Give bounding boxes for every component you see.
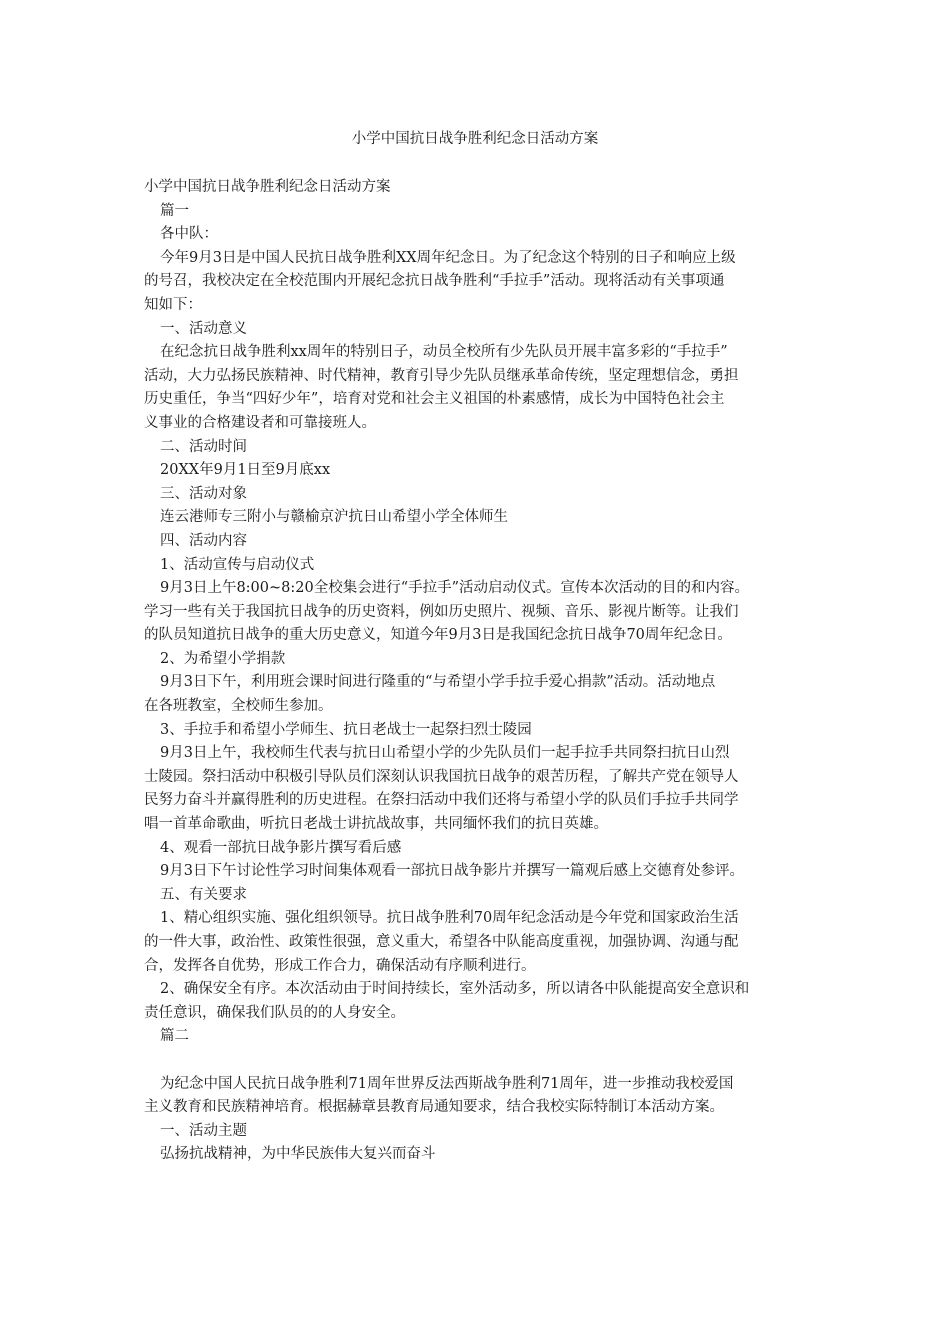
document-body	[144, 176, 816, 1167]
text-line: 2、为希望小学捐款	[160, 650, 286, 667]
document-title: 小学中国抗日战争胜利纪念日活动方案	[351, 131, 599, 147]
text-line: 义事业的合格建设者和可靠接班人。	[144, 414, 376, 431]
text-line: 今年9月3日是中国人民抗日战争胜利XX周年纪念日。为了纪念这个特别的日子和响应上级	[160, 249, 736, 266]
text-line: 1、活动宣传与启动仪式	[160, 556, 315, 573]
text-line: 合，发挥各自优势，形成工作合力，确保活动有序顺利进行。	[144, 957, 536, 974]
text-line: 9月3日上午，我校师生代表与抗日山希望小学的少先队员们一起手拉手共同祭扫抗日山烈	[160, 745, 730, 762]
text-line: 在各班教室，全校师生参加。	[144, 698, 333, 715]
text-line: 士陵园。祭扫活动中积极引导队员们深刻认识我国抗日战争的艰苦历程，了解共产党在领导人	[144, 768, 739, 785]
text-line: 的一件大事，政治性、政策性很强，意义重大，希望各中队能高度重视，加强协调、沟通与配	[144, 934, 739, 950]
text-line: 4、观看一部抗日战争影片撰写看后感	[160, 839, 402, 856]
text-line: 1、精心组织实施、强化组织领导。抗日战争胜利70周年纪念活动是今年党和国家政治生活	[160, 910, 739, 927]
text-line: 的号召，我校决定在全校范围内开展纪念抗日战争胜利“手拉手”活动。现将活动有关事项通	[144, 273, 725, 290]
text-line: 小学中国抗日战争胜利纪念日活动方案	[144, 179, 391, 195]
text-line: 20XX年9月1日至9月底xx	[160, 462, 331, 479]
text-line: 篇一	[160, 202, 189, 219]
blank-line	[144, 1049, 816, 1073]
text-line: 责任意识，确保我们队员的的人身安全。	[144, 1004, 405, 1021]
text-line: 弘扬抗战精神，为中华民族伟大复兴而奋斗	[160, 1146, 436, 1163]
text-line: 9月3日下午，利用班会课时间进行隆重的“与希望小学手拉手爱心捐款”活动。活动地点	[160, 674, 716, 691]
text-line: 知如下：	[144, 296, 202, 313]
text-line: 为纪念中国人民抗日战争胜利71周年世界反法西斯战争胜利71周年，进一步推动我校爱国	[160, 1075, 734, 1092]
text-line: 各中队：	[160, 226, 218, 243]
text-line: 二、活动时间	[160, 438, 247, 455]
text-line: 一、活动意义	[160, 320, 247, 337]
text-line: 在纪念抗日战争胜利xx周年的特别日子，动员全校所有少先队员开展丰富多彩的“手拉手”	[160, 344, 728, 361]
text-line: 9月3日下午讨论性学习时间集体观看一部抗日战争影片并撰写一篇观后感上交德育处参评。	[160, 863, 744, 880]
text-line: 一、活动主题	[160, 1122, 247, 1139]
text-line: 三、活动对象	[160, 485, 247, 502]
text-line: 篇二	[160, 1028, 189, 1045]
text-line: 2、确保安全有序。本次活动由于时间持续长，室外活动多，所以请各中队能提高安全意识和	[160, 981, 750, 998]
text-line: 活动，大力弘扬民族精神、时代精神，教育引导少先队员继承革命传统，坚定理想信念，勇担	[144, 367, 739, 384]
text-line: 四、活动内容	[160, 532, 247, 549]
text-line: 3、手拉手和希望小学师生、抗日老战士一起祭扫烈士陵园	[160, 721, 532, 738]
text-line: 的队员知道抗日战争的重大历史意义，知道今年9月3日是我国纪念抗日战争70周年纪念日。	[144, 627, 732, 644]
text-line: 主义教育和民族精神培育。根据赫章县教育局通知要求，结合我校实际特制订本活动方案。	[144, 1099, 724, 1116]
text-line: 连云港师专三附小与赣榆京沪抗日山希望小学全体师生	[160, 509, 508, 526]
text-line: 历史重任，争当“四好少年”，培育对党和社会主义祖国的朴素感情，成长为中国特色社会主	[144, 391, 725, 408]
text-line: 唱一首革命歌曲，听抗日老战士讲抗战故事，共同缅怀我们的抗日英雄。	[144, 816, 608, 833]
text-line: 五、有关要求	[160, 886, 247, 903]
text-line: 民努力奋斗并赢得胜利的历史进程。在祭扫活动中我们还将与希望小学的队员们手拉手共同学	[144, 792, 739, 809]
text-line: 学习一些有关于我国抗日战争的历史资料，例如历史照片、视频、音乐、影视片断等。让我们	[144, 603, 739, 620]
text-line: 9月3日上午8:00~8:20全校集会进行“手拉手”活动启动仪式。宣传本次活动的目的和内容。	[160, 580, 750, 597]
